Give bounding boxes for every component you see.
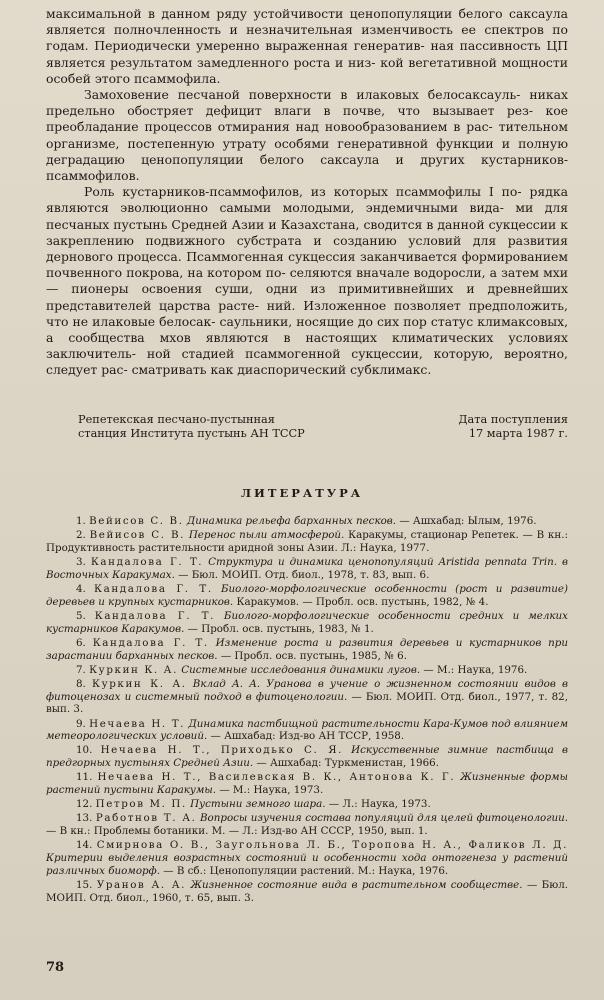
paragraph-3 [46,184,568,378]
reference-number: 12. [76,798,93,811]
body-line: саксаула является полночленность и незначительная изменчивость ее [46,6,568,38]
reference-author: Петров М. П. [95,798,187,811]
reference-item [46,744,568,769]
reference-author: Кандалова Г. Т. [92,636,209,649]
reference-source: — Бюл. МОИП. Отд. биол., 1978, т. 83, вып. 6. [178,568,430,581]
reference-author: Работнов Т. А. [95,812,197,825]
reference-number: 9. [76,717,86,730]
reference-number: 11. [76,771,93,784]
reference-number: 15. [76,878,93,891]
reference-title: Критерии выделения возрастных состояний и особенности хода онтогенеза у растений различных биоморф. [46,852,568,877]
reference-author: Нечаева Н. Т., Приходько С. Я. [100,744,343,757]
body-line: функции и полную деградацию ценопопуляции белого саксаула и [46,135,568,167]
reference-author: Кандалова Г. Т. [90,556,204,569]
received-label: Дата поступления [458,413,568,426]
reference-title: Динамика пастбищной растительности Кара-Кумов под влиянием метеорологических условий. [46,717,568,743]
received-date-block [458,413,568,441]
paragraph-2 [46,87,568,184]
reference-title: Биолого-морфологические особенности средних и мелких кустарников Каракумов. [46,609,568,635]
reference-number: 6. [76,636,86,649]
reference-number: 5. [76,609,86,622]
body-line: максимальной в данном ряду устойчивости ценопопуляции белого [46,6,510,21]
reference-source: — Ашхабад: Туркменистан, 1966. [256,757,439,770]
reference-item [46,664,568,677]
reference-number: 13. [76,812,93,825]
body-line: спектров по годам. Периодически умеренно выраженная генератив- [46,22,568,54]
reference-number: 14. [76,839,93,852]
reference-source: — Пробл. осв. пустынь, 1983, № 1. [187,622,374,635]
body-line: в данной сукцессии к закреплению подвижного субстрата и созданию [46,216,568,248]
reference-number: 10. [76,744,93,757]
reference-source: — Ашхабад: Ылым, 1976. [399,515,537,527]
reference-title: Жизненные формы растений пустыни Каракумы. [46,771,568,797]
reference-title: Пустыни земного шара. [190,798,326,811]
received-date: 17 марта 1987 г. [468,427,568,440]
reference-source: — М.: Наука, 1973. [219,784,324,797]
body-line: кой вегетативной мощности особей этого псаммофила. [46,54,568,86]
reference-item [46,529,568,554]
reference-item [46,583,568,608]
reference-number: 2. [76,529,86,542]
institution [78,413,305,441]
reference-source: — Бюл. МОИП. Отд. биол., 1960, т. 65, вып. 3. [46,878,569,904]
reference-author: Вейисов С. В. [89,515,184,527]
reference-source: — В сб.: Ценопопуляции растений. М.: Наука, 1976. [163,864,449,877]
reference-item [46,678,568,716]
body-line: Замоховение песчаной поверхности в илаковых белосаксауль- [84,87,530,103]
institution-line-1: Репетекская песчано-пустынная [78,413,275,426]
reference-item [46,610,568,635]
page-number: 78 [46,960,65,975]
reference-title: Искусственные зимние пастбища в предгорных пустынях Средней Азии. [46,744,568,770]
body-line: селяются вначале водоросли, а затем мхи — пионеры освоения суши, [46,265,568,297]
reference-item [46,798,568,811]
reference-source: — Пробл. осв. пустынь, 1985, № 6. [220,649,407,662]
body-line: заканчивается формированием почвенного покрова, на котором по- [46,249,568,281]
reference-title: Жизненное состояние вида в растительном сообществе. [190,878,523,891]
paragraph-1 [46,6,568,87]
reference-number: 1. [76,515,86,527]
body-line: ной стадией псаммогенной сукцессии, которую, вероятно, следует рас- [46,346,568,378]
reference-source: — Бюл. МОИП. Отд. биол., 1977, т. 82, вып. 3. [46,690,568,716]
reference-author: Нечаева Н. Т., Василевская В. К., Антонова К. Г. [97,771,456,784]
body-line: рядка являются эволюционно самыми молодыми, эндемичными вида- [46,184,568,216]
reference-item [46,812,568,837]
body-line: ний. Изложенное позволяет предположить, что не илаковые белосак- [46,297,568,329]
body-line: сматривать как диаспорический субклимакс. [131,362,432,378]
reference-title: Вопросы изучения состава популяций для целей фитоценологии. [199,812,568,825]
reference-author: Кандалова Г. Т. [94,609,215,622]
reference-item [46,515,568,528]
reference-source: — В кн.: Проблемы ботаники. М. — Л.: Изд-во АН СССР, 1950, вып. 1. [46,825,428,838]
reference-item [46,718,568,743]
reference-title: Биолого-морфологические особенности (рост и развитие) деревьев и крупных кустарников. [46,583,569,608]
reference-item [46,637,568,662]
reference-author: Смирнова О. В., Заугольнова Л. Б., Торопова Н. А., Фаликов Л. Д. [96,839,568,852]
body-line: других кустарников-псаммофилов. [46,151,569,184]
reference-title: Изменение роста и развития деревьев и кустарников при зарастании барханных песков. [46,636,569,662]
body-line: ная пассивность ЦП является результатом замедленного роста и низ- [46,38,568,70]
reference-number: 7. [76,663,86,676]
reference-author: Кандалова Г. Т. [94,583,213,596]
body-line: никах предельно обостряет дефицит влаги в почве, что вызывает рез- [46,87,568,119]
reference-author: Уранов А. А. [96,878,187,891]
reference-source: — Л.: Наука, 1973. [328,798,431,811]
body-line: саульники, носящие до сих пор статус климаксовых, а сообщества [46,313,569,346]
reference-title: Системные исследования динамики лугов. [181,663,421,676]
reference-author: Куркин К. А. [89,663,178,676]
reference-source: — Ашхабад: Изд-во АН ТССР, 1958. [210,730,405,743]
body-line: тительном организме, постепенную утрату особями генеративной [46,119,568,151]
body-line: Роль кустарников-псаммофилов, из которых псаммофилы I по- [84,184,530,200]
article-body [46,6,568,379]
reference-item [46,879,568,904]
reference-item [46,839,568,877]
body-line: кое преобладание процессов отмирания над новообразованием в рас- [46,103,568,135]
reference-title: Перенос пыли атмосферой. [188,529,345,542]
reference-author: Нечаева Н. Т. [89,717,186,730]
reference-number: 4. [76,583,86,596]
reference-author: Вейисов С. В. [89,529,186,542]
reference-title: Вклад А. А. Уранова в учение о жизненном состоянии видов в фитоценозах и системный подход в фитоценологии. [46,677,568,703]
reference-title: Структура и динамика ценопопуляций Aristida pennata Trin. в Восточных Каракумах. [46,556,568,581]
body-line: одни из примитивнейших и древнейших представителей царства расте- [46,281,568,313]
reference-number: 3. [76,556,86,569]
reference-number: 8. [76,677,86,690]
reference-item [46,556,568,581]
reference-source: Каракумов. — Пробл. осв. пустынь, 1982, № 4. [236,595,489,608]
reference-source: Каракумы, стационар Репетек. — В кн.: Продуктивность растительности аридной зоны Азии. Л.: Наука, 1977. [46,529,568,554]
references-list [46,515,568,906]
body-line: условий для развития дернового процесса. Псаммогенная сукцессия [46,232,568,265]
reference-title: Динамика рельефа барханных песков. [186,515,397,527]
body-line: ми для песчаных пустынь Средней Азии и Казахстана, сводится [46,200,569,232]
institution-line-2: станция Института пустынь АН ТССР [78,427,305,440]
references-heading: ЛИТЕРАТУРА [240,486,364,500]
body-line: мхов являются в настоящих климатических условиях заключитель- [46,330,568,362]
reference-source: — М.: Наука, 1976. [423,663,528,676]
reference-author: Куркин К. А. [92,677,187,690]
reference-item [46,771,568,796]
